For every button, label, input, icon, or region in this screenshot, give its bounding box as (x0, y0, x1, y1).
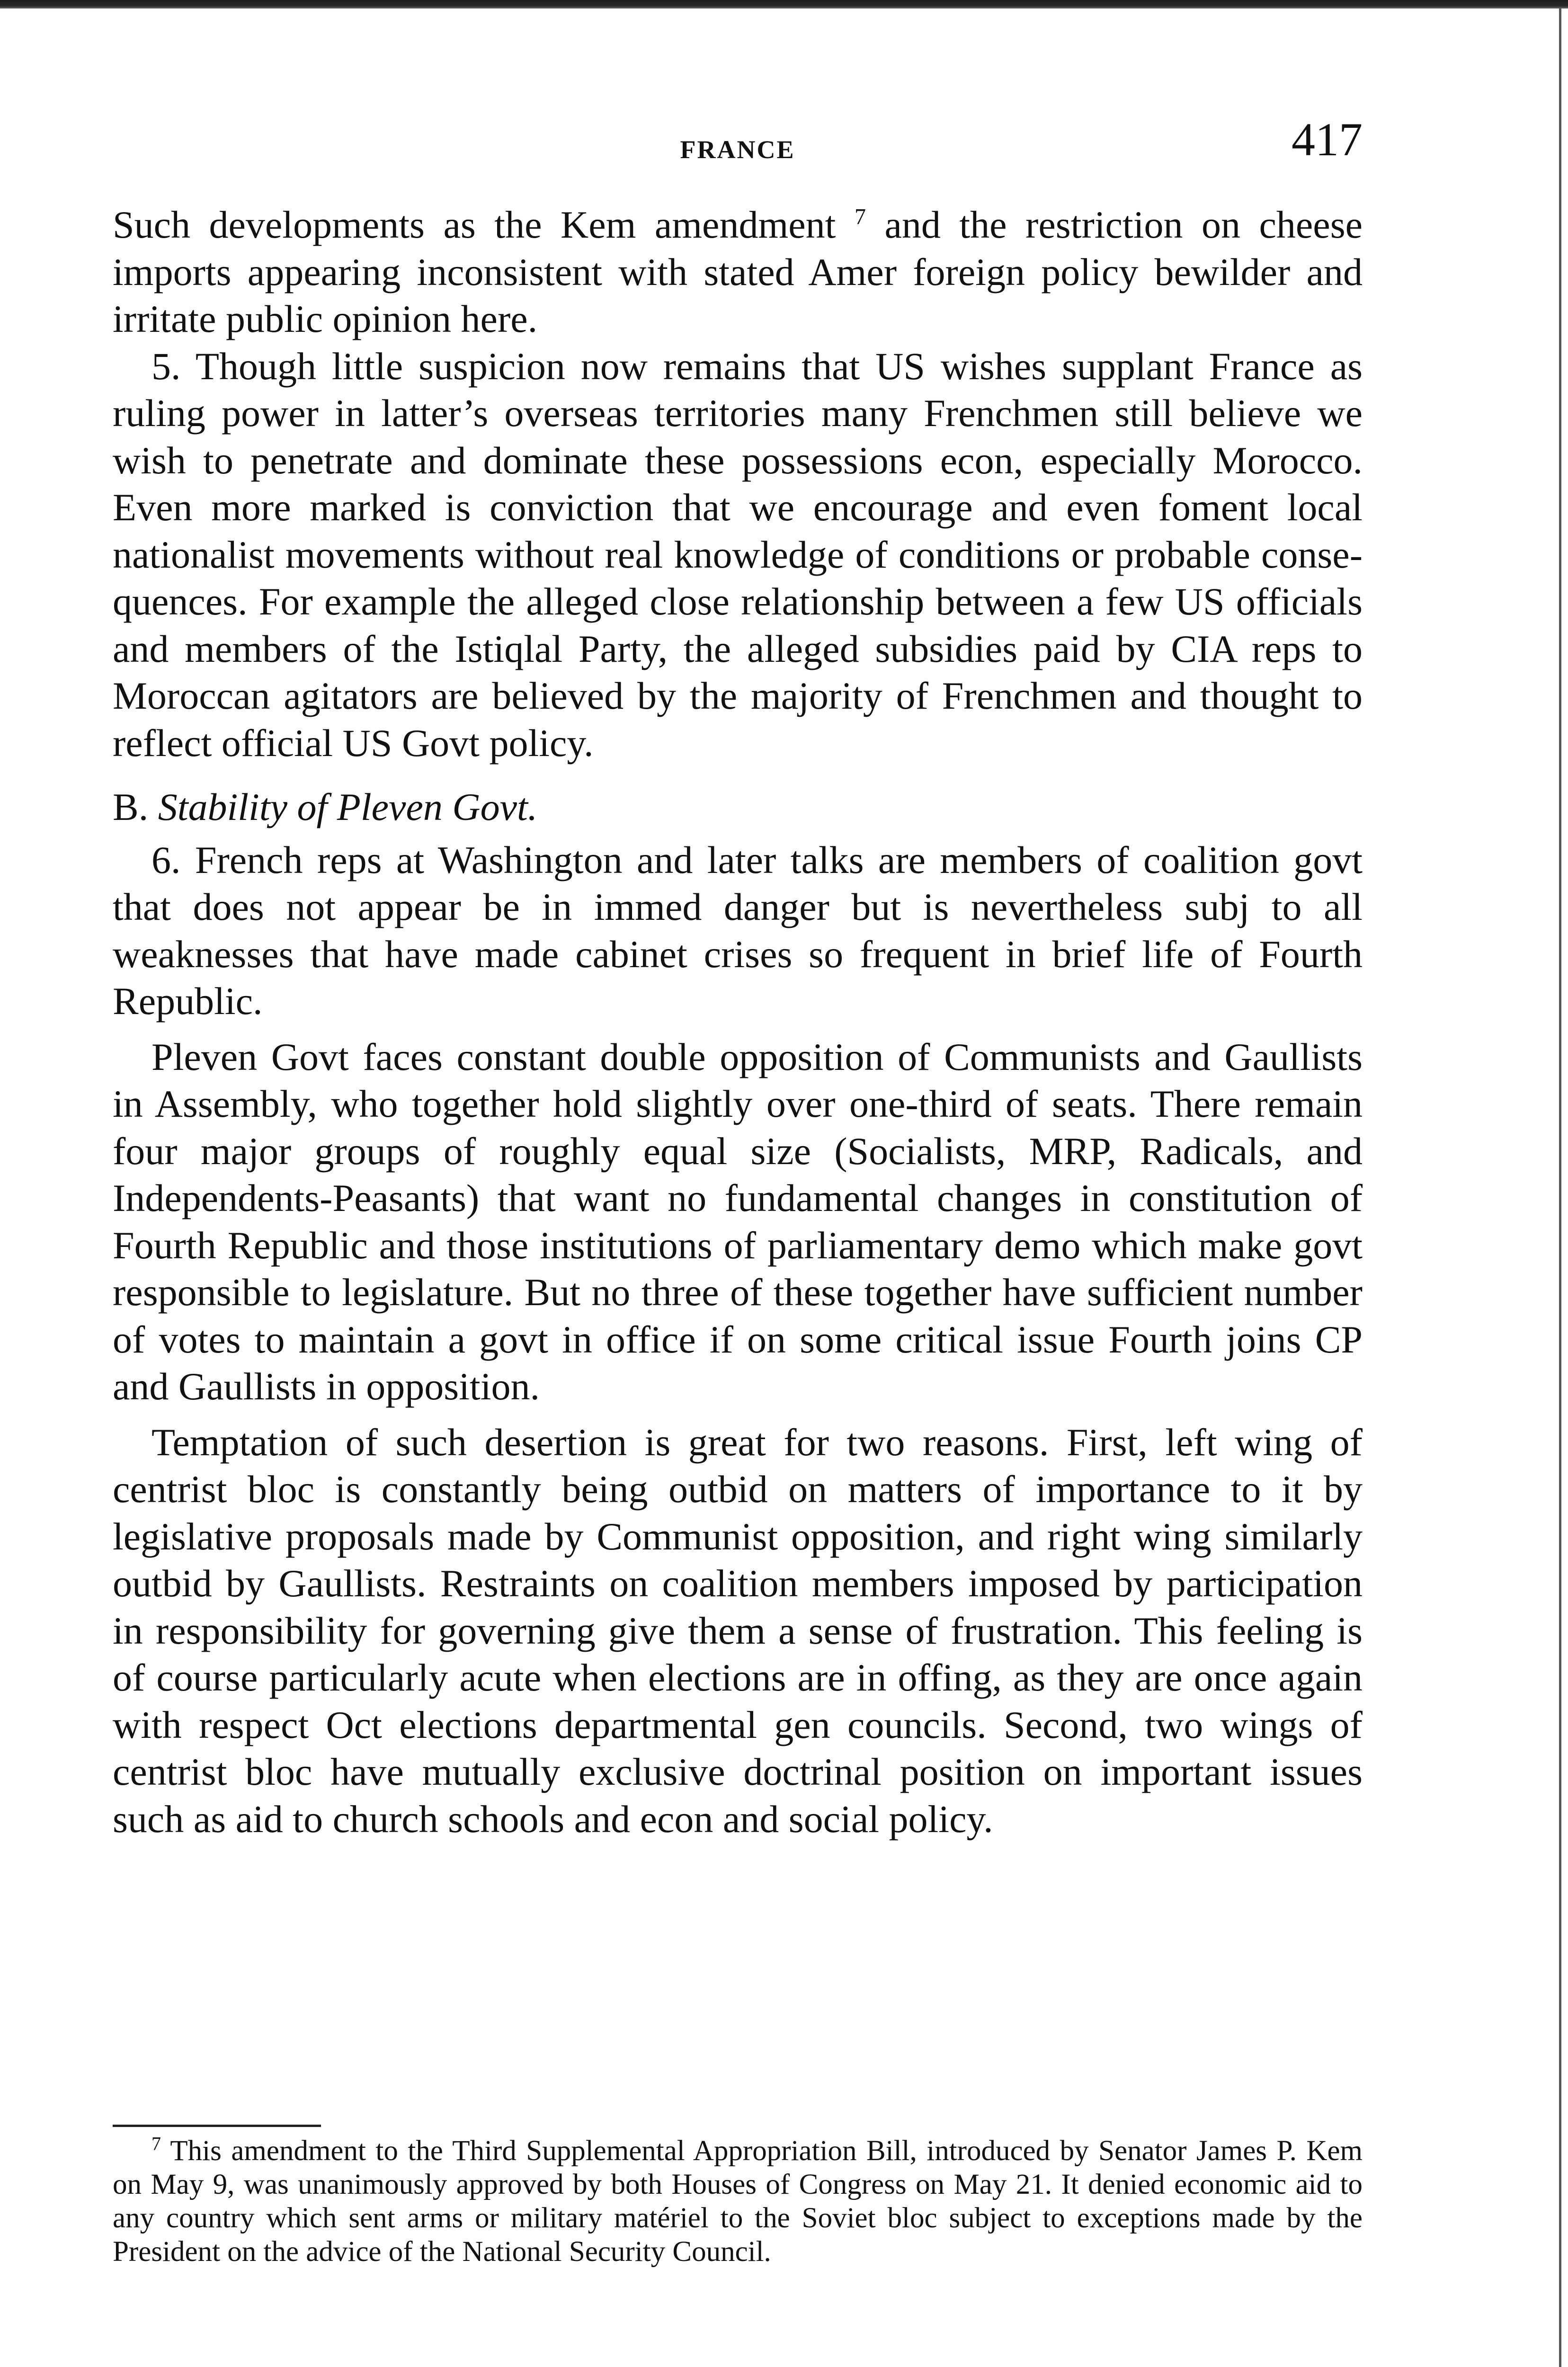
paragraph-pleven-govt: Pleven Govt faces constant double opposition of Communists and Gaullists in Assembly, who together hold slightly over one-third of seats. There remain four major groups of roughly equal size (Socialists, MRP, Radicals, and Independents-Peasants) that want no fundamental changes in constitution of Fourth Republic and those institutions of parliamentary demo which make govt responsible to legislature. But no three of these together have sufficient number of votes to maintain a govt in office if on some critical issue Fourth joins CP and Gaullists in opposition. (113, 1035, 1363, 1408)
running-title: FRANCE (680, 135, 795, 164)
footnotes (113, 2134, 1363, 2269)
footnote-reference: 7 (854, 204, 866, 230)
section-letter: B. (113, 785, 149, 828)
scan-right-edge (1559, 9, 1561, 2367)
footnote-text: This amendment to the Third Supplemental Appropriation Bill, introduced by Senator James P. Kem on May 9, was unanimously approved by both Houses of Congress on May 21. It denied economic aid to any country which sent arms or military matériel to the Soviet bloc subject to exceptions made by the President on the advice of the National Security Council. (113, 2135, 1363, 2268)
page-number: 417 (1292, 113, 1363, 166)
paragraph-temptation: Temptation of such desertion is great for two reasons. First, left wing of centrist bloc is constantly being outbid on matters of importance to it by legislative proposals made by Communist opposition, and right wing similarly outbid by Gaullists. Restraints on coalition members imposed by participation in responsibility for governing give them a sense of frustration. This feeling is of course particularly acute when elections are in offing, as they are once again with respect Oct elections departmental gen councils. Second, two wings of centrist bloc have mutually exclusive doctrinal position on important issues such as aid to church schools and econ and social policy. (113, 1420, 1363, 1841)
section-title: Stability of Pleven Govt. (158, 785, 538, 828)
running-head (113, 113, 1363, 173)
scan-top-edge (0, 0, 1568, 9)
paragraph-continued (113, 201, 1363, 343)
footnote-7 (113, 2134, 1363, 2269)
body-text (113, 201, 1363, 1842)
footnote-marker: 7 (151, 2133, 161, 2154)
paragraph-5: 5. Though little suspicion now remains that US wishes supplant France as ruling power in latter’s overseas territories many Frenchmen still believe we wish to penetrate and dominate these possessions econ, especially Morocco. Even more marked is conviction that we encourage and even foment local nationalist movements without real knowledge of conditions or probable consequences. For example the alleged close relationship between a few US officials and members of the Istiqlal Party, the alleged subsidies paid by CIA reps to Moroccan agitators are believed by the majority of Frenchmen and thought to reflect official US Govt policy. (113, 344, 1363, 765)
footnote-separator (113, 2125, 321, 2127)
paragraph-6: 6. French reps at Washington and later talks are members of coalition govt that does not appear be in immed danger but is nevertheless subj to all weaknesses that have made cabinet crises so frequent in brief life of Fourth Republic. (113, 838, 1363, 1023)
paragraph-text: and the restriction on cheese imports appearing inconsistent with stated Amer foreign policy bewilder and irritate public opinion here. (113, 203, 1363, 340)
paragraph-text: Such developments as the Kem amendment (113, 203, 855, 246)
section-heading (113, 783, 1363, 831)
